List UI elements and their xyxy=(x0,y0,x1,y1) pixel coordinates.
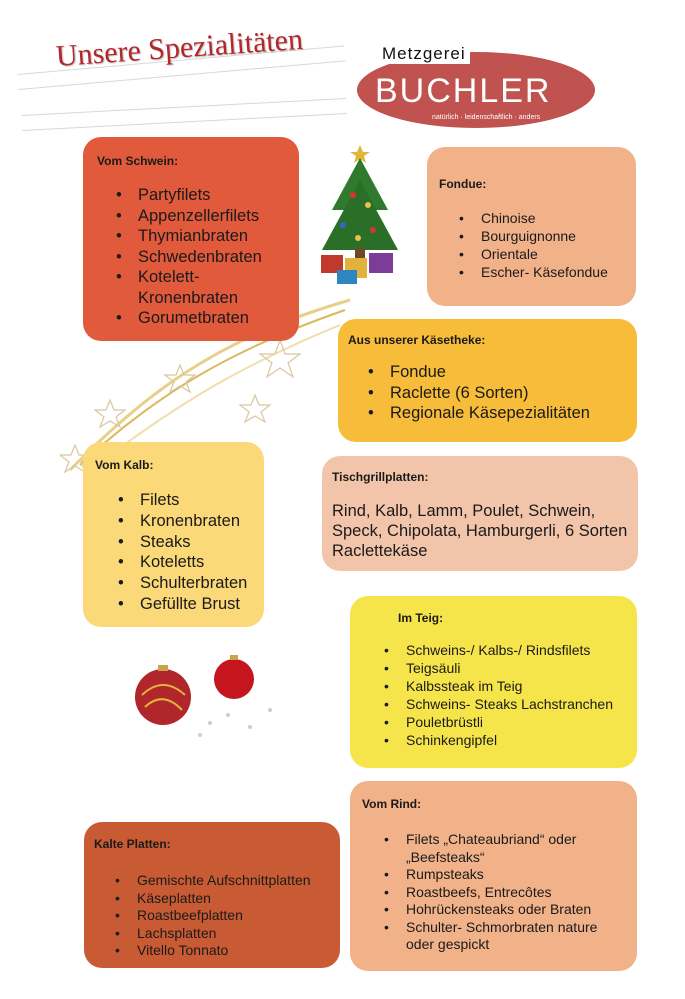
list-item: • Roastbeefplatten xyxy=(137,907,330,925)
section-kalb xyxy=(83,442,264,627)
section-heading: Vom Schwein: xyxy=(97,154,179,168)
item-list xyxy=(439,209,624,281)
list-item: • Kotelett- Kronenbraten xyxy=(138,267,258,308)
christmas-tree-icon xyxy=(313,140,408,285)
list-item: • Gefüllte Brust xyxy=(140,594,252,615)
section-heading: Tischgrillplatten: xyxy=(332,470,429,484)
title-underline-2 xyxy=(22,98,347,131)
list-item: • Schinkengipfel xyxy=(406,731,625,749)
section-kalte-platten xyxy=(84,822,340,968)
list-item: • Koteletts xyxy=(140,552,252,573)
list-item: • Hohrückensteaks oder Braten xyxy=(406,901,625,919)
list-item: • Käseplatten xyxy=(137,890,330,908)
list-item: • Raclette (6 Sorten) xyxy=(390,383,627,404)
section-schwein xyxy=(83,137,299,341)
section-text: Rind, Kalb, Lamm, Poulet, Schwein, Speck, Chipolata, Hamburgerli, 6 Sorten Raclettekäse xyxy=(332,502,628,560)
logo-top-text: Metzgerei xyxy=(378,44,470,64)
item-list xyxy=(97,185,285,329)
list-item: • Bourguignonne xyxy=(481,227,624,245)
logo-tagline: natürlich · leidenschaftlich · anders xyxy=(432,114,541,121)
list-item: • Schulterbraten xyxy=(140,573,252,594)
list-item: • Thymianbraten xyxy=(138,226,285,247)
section-tischgrillplatten xyxy=(322,456,638,571)
list-item: • Schweins- Steaks Lachstranchen xyxy=(406,695,625,713)
list-item: • Kalbssteak im Teig xyxy=(406,677,625,695)
list-item: • Gorumetbraten xyxy=(138,308,285,329)
list-item: • Schulter- Schmorbraten nature oder gespickt xyxy=(406,919,616,954)
list-item: • Gemischte Aufschnittplatten xyxy=(137,872,330,890)
list-item: • Escher- Käsefondue xyxy=(481,263,624,281)
item-list xyxy=(95,490,252,615)
list-item: • Filets „Chateaubriand“ oder „Beefsteaks“ xyxy=(406,831,596,866)
page-title: Unsere Spezialitäten xyxy=(54,22,304,73)
list-item: • Orientale xyxy=(481,245,624,263)
section-rind xyxy=(350,781,637,971)
list-item: • Fondue xyxy=(390,362,627,383)
logo-name: BUCHLER xyxy=(375,72,552,110)
section-kaesetheke xyxy=(338,319,637,442)
item-list xyxy=(348,362,627,424)
item-list xyxy=(398,641,625,749)
list-item: • Appenzellerfilets xyxy=(138,206,285,227)
list-item: • Regionale Käsepezialitäten xyxy=(390,403,627,424)
list-item: • Vitello Tonnato xyxy=(137,942,330,960)
list-item: • Chinoise xyxy=(481,209,624,227)
christmas-baubles-icon xyxy=(130,655,290,745)
list-item: • Steaks xyxy=(140,532,252,553)
list-item: • Rumpsteaks xyxy=(406,866,625,884)
list-item: • Roastbeefs, Entrecôtes xyxy=(406,884,625,902)
list-item: • Teigsäuli xyxy=(406,659,625,677)
list-item: • Partyfilets xyxy=(138,185,285,206)
item-list xyxy=(362,831,625,954)
section-heading: Vom Rind: xyxy=(362,797,422,811)
list-item: • Kronenbraten xyxy=(140,511,252,532)
section-heading: Aus unserer Käsetheke: xyxy=(348,333,486,347)
section-fondue xyxy=(427,147,636,306)
section-heading: Vom Kalb: xyxy=(95,458,154,472)
list-item: • Lachsplatten xyxy=(137,925,330,943)
list-item: • Schwedenbraten xyxy=(138,247,285,268)
section-im-teig xyxy=(350,596,637,768)
section-heading: Kalte Platten: xyxy=(94,837,171,851)
list-item: • Schweins-/ Kalbs-/ Rindsfilets xyxy=(406,641,625,659)
item-list xyxy=(94,872,330,960)
list-item: • Pouletbrüstli xyxy=(406,713,625,731)
section-heading: Im Teig: xyxy=(398,611,444,625)
section-heading: Fondue: xyxy=(439,177,487,191)
list-item: • Filets xyxy=(140,490,252,511)
